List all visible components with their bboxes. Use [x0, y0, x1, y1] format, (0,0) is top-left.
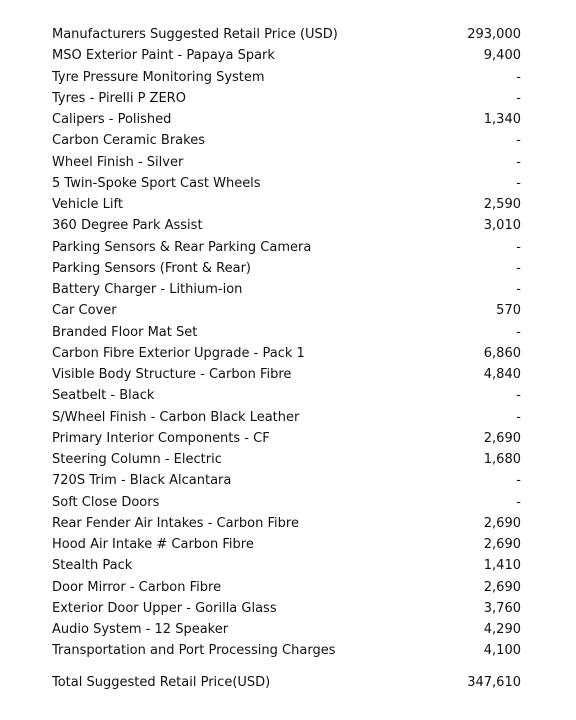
price-row: [52, 194, 521, 215]
item-value: 2,690: [483, 515, 521, 531]
item-value: 4,100: [483, 643, 521, 659]
item-label: Battery Charger - Lithium-ion: [52, 282, 243, 298]
item-value: 1,410: [483, 558, 521, 574]
total-row: [52, 672, 521, 693]
item-label: Tyres - Pirelli P ZERO: [52, 90, 186, 106]
item-label: Tyre Pressure Monitoring System: [52, 69, 265, 85]
item-value: 2,690: [483, 430, 521, 446]
item-value: -: [516, 154, 521, 170]
item-label: Steering Column - Electric: [52, 452, 222, 468]
item-label: Vehicle Lift: [52, 197, 123, 213]
price-row: [52, 322, 521, 343]
item-value: -: [516, 388, 521, 404]
item-value: 1,680: [483, 452, 521, 468]
item-value: 570: [496, 303, 521, 319]
item-label: S/Wheel Finish - Carbon Black Leather: [52, 409, 300, 425]
item-label: Transportation and Port Processing Charges: [52, 643, 336, 659]
price-row: [52, 534, 521, 555]
item-value: -: [516, 494, 521, 510]
item-label: Parking Sensors & Rear Parking Camera: [52, 239, 312, 255]
total-value: 347,610: [467, 675, 521, 690]
price-row: [52, 343, 521, 364]
item-value: -: [516, 133, 521, 149]
item-value: 2,590: [483, 197, 521, 213]
price-row: [52, 598, 521, 619]
item-value: -: [516, 282, 521, 298]
item-label: 5 Twin-Spoke Sport Cast Wheels: [52, 175, 261, 191]
item-value: 2,690: [483, 579, 521, 595]
item-value: 1,340: [483, 112, 521, 128]
price-row: [52, 385, 521, 406]
price-row: [52, 428, 521, 449]
price-row: [52, 407, 521, 428]
item-value: 6,860: [483, 345, 521, 361]
price-row: [52, 24, 521, 45]
price-row: [52, 640, 521, 661]
item-value: 4,840: [483, 367, 521, 383]
item-value: 293,000: [467, 27, 521, 43]
item-value: 4,290: [483, 622, 521, 638]
item-value: 3,760: [483, 600, 521, 616]
item-label: MSO Exterior Paint - Papaya Spark: [52, 48, 275, 64]
item-label: Rear Fender Air Intakes - Carbon Fibre: [52, 515, 299, 531]
item-label: 360 Degree Park Assist: [52, 218, 203, 234]
item-label: Parking Sensors (Front & Rear): [52, 260, 251, 276]
item-label: Soft Close Doors: [52, 494, 160, 510]
price-row: [52, 67, 521, 88]
price-row: [52, 555, 521, 576]
item-label: Hood Air Intake # Carbon Fibre: [52, 537, 254, 553]
price-row: [52, 152, 521, 173]
price-row: [52, 300, 521, 321]
price-row: [52, 619, 521, 640]
item-value: -: [516, 260, 521, 276]
item-label: Carbon Fibre Exterior Upgrade - Pack 1: [52, 345, 305, 361]
item-value: -: [516, 409, 521, 425]
price-row: [52, 237, 521, 258]
item-label: Branded Floor Mat Set: [52, 324, 198, 340]
item-label: Primary Interior Components - CF: [52, 430, 270, 446]
total-label: Total Suggested Retail Price(USD): [52, 675, 271, 690]
price-row: [52, 130, 521, 151]
item-label: Exterior Door Upper - Gorilla Glass: [52, 600, 277, 616]
item-value: -: [516, 90, 521, 106]
item-label: Car Cover: [52, 303, 117, 319]
item-label: Seatbelt - Black: [52, 388, 155, 404]
price-row: [52, 45, 521, 66]
price-row: [52, 258, 521, 279]
item-value: -: [516, 175, 521, 191]
item-value: -: [516, 324, 521, 340]
price-row: [52, 173, 521, 194]
item-value: -: [516, 69, 521, 85]
price-row: [52, 577, 521, 598]
item-label: Stealth Pack: [52, 558, 133, 574]
price-row: [52, 279, 521, 300]
item-label: Carbon Ceramic Brakes: [52, 133, 205, 149]
item-label: 720S Trim - Black Alcantara: [52, 473, 232, 489]
item-label: Calipers - Polished: [52, 112, 172, 128]
price-row: [52, 513, 521, 534]
item-label: Door Mirror - Carbon Fibre: [52, 579, 222, 595]
price-row: [52, 215, 521, 236]
price-row: [52, 88, 521, 109]
price-row: [52, 470, 521, 491]
price-row: [52, 492, 521, 513]
item-value: 2,690: [483, 537, 521, 553]
price-row: [52, 449, 521, 470]
item-value: -: [516, 239, 521, 255]
item-label: Audio System - 12 Speaker: [52, 622, 229, 638]
item-label: Wheel Finish - Silver: [52, 154, 184, 170]
price-list: [52, 24, 521, 662]
price-row: [52, 109, 521, 130]
item-label: Manufacturers Suggested Retail Price (USD): [52, 27, 338, 43]
item-value: 3,010: [483, 218, 521, 234]
item-value: 9,400: [483, 48, 521, 64]
item-label: Visible Body Structure - Carbon Fibre: [52, 367, 292, 383]
price-row: [52, 364, 521, 385]
item-value: -: [516, 473, 521, 489]
